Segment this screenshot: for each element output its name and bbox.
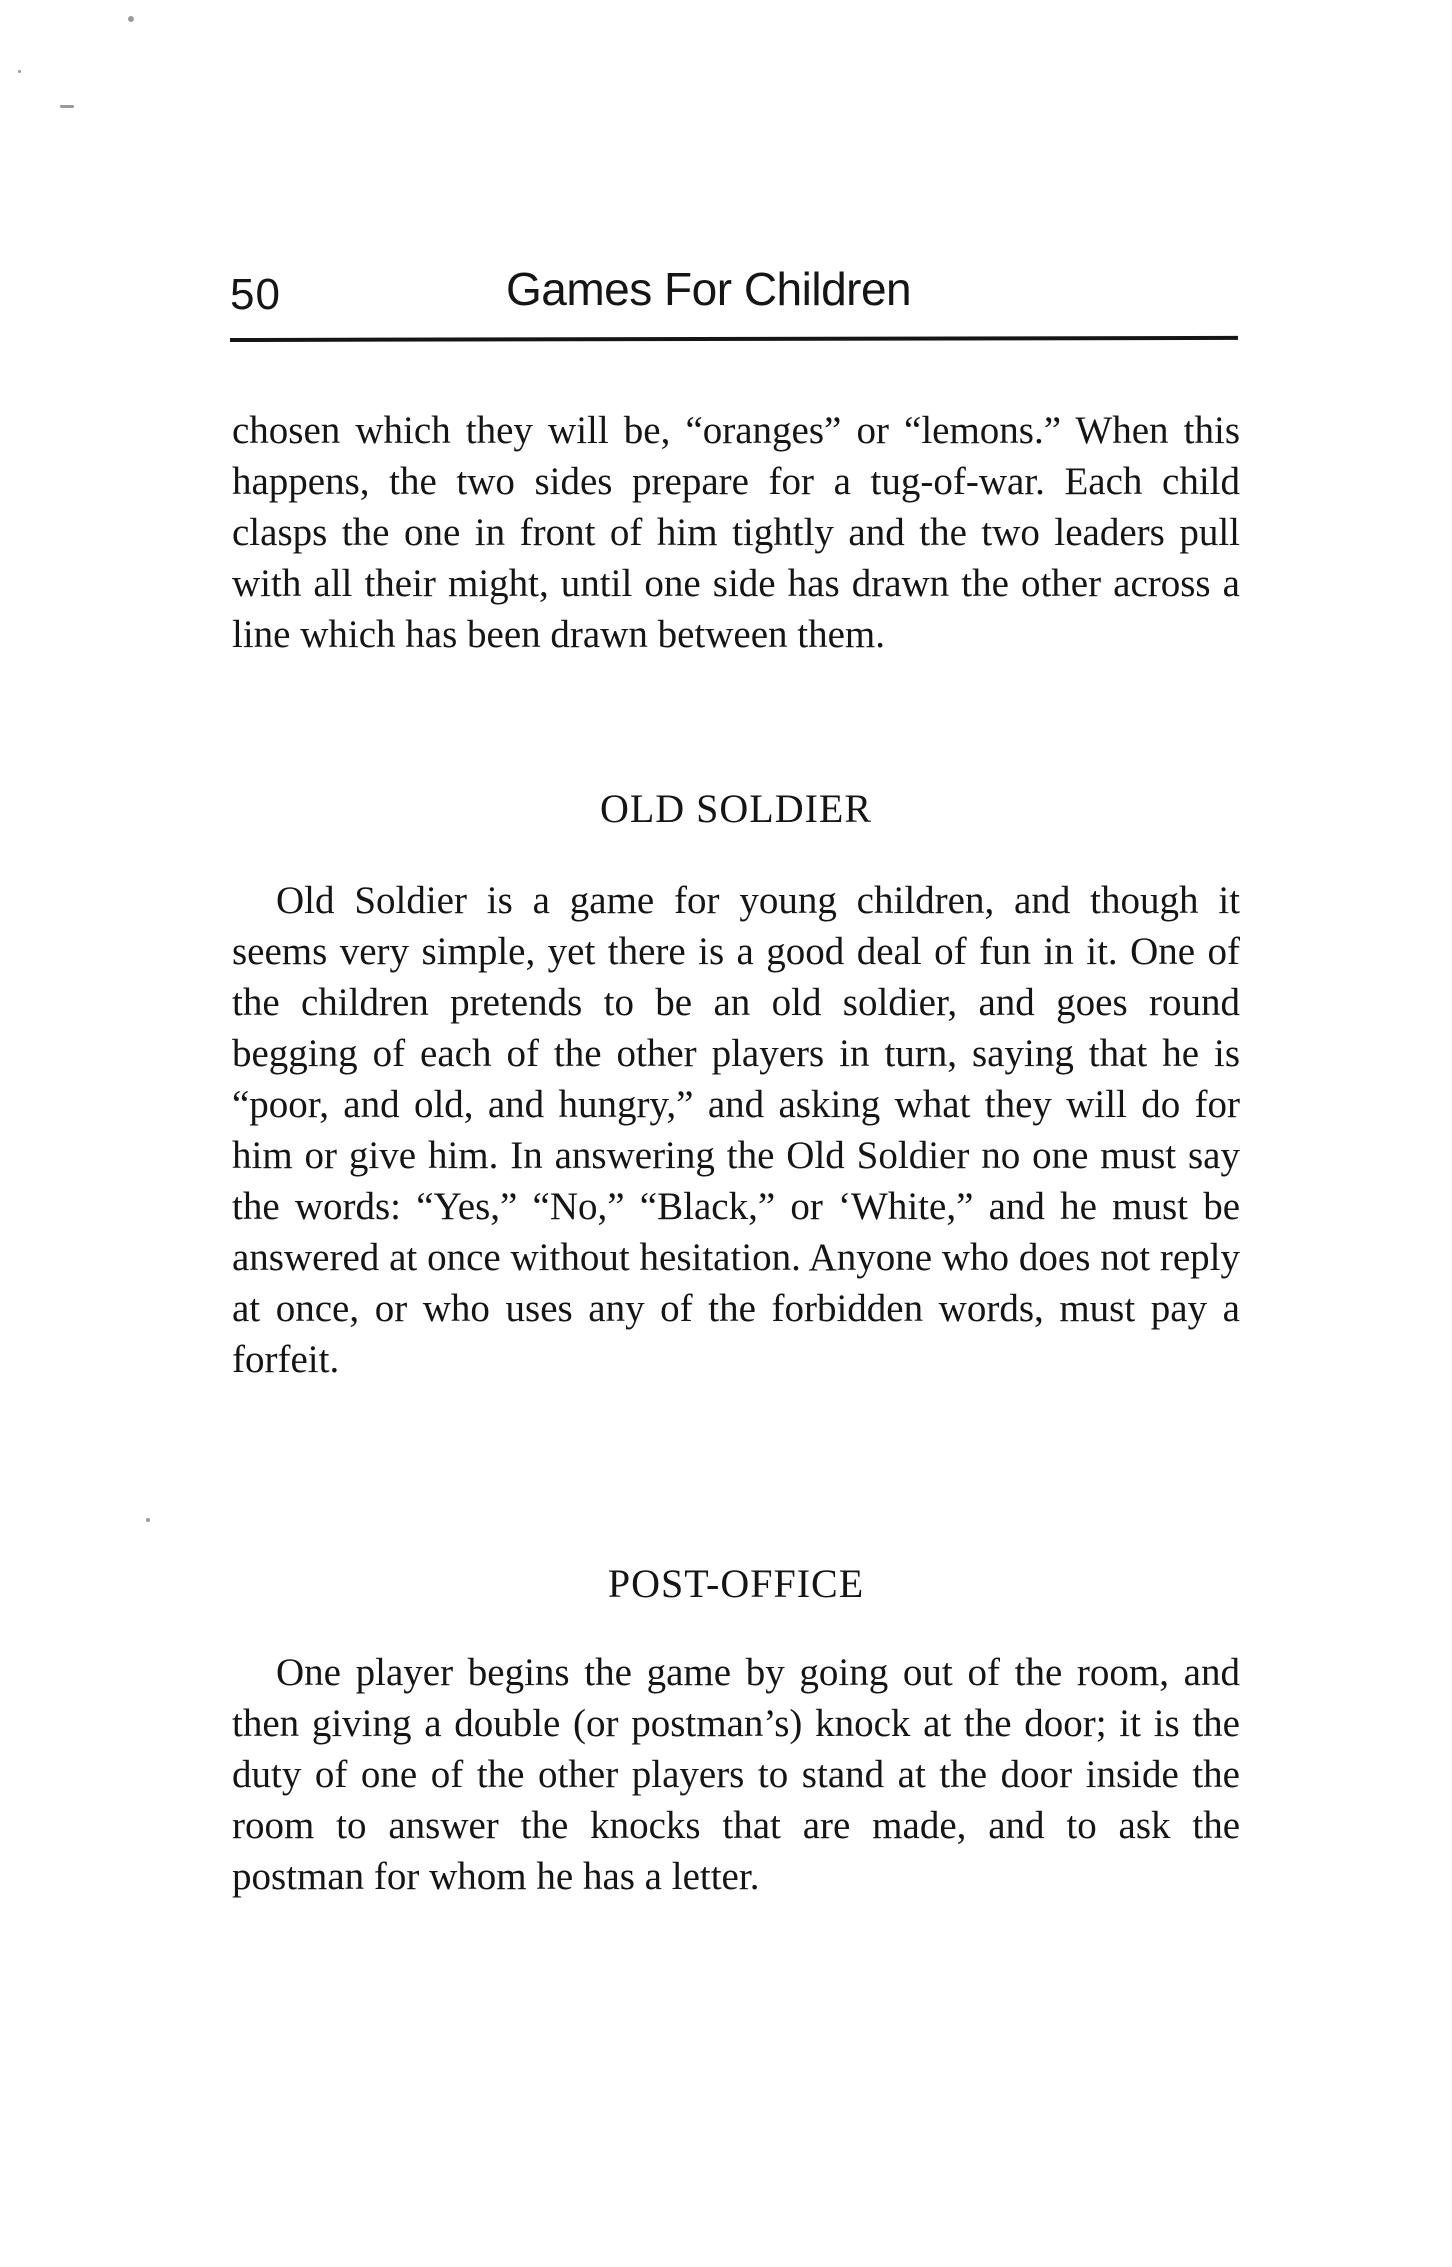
scan-speck — [146, 1518, 150, 1522]
section-heading: OLD SOLDIER — [599, 786, 873, 831]
page-header — [230, 262, 1238, 342]
page-number: 50 — [230, 270, 281, 319]
scan-speck — [60, 105, 74, 108]
scan-speck — [128, 16, 134, 22]
running-title: Games For Children — [506, 263, 912, 315]
section-heading: POST-OFFICE — [607, 1561, 865, 1606]
body-paragraph: One player begins the game by going out of the room, and then giving a double (or postman’s) knock at the door; it is the duty of one of the other players to stand at the door inside the room to answer the knocks that are made, and to ask the postman for whom he has a letter. — [232, 1651, 1240, 1898]
scan-speck — [18, 70, 21, 73]
body-paragraph: chosen which they will be, “oranges” or “lemons.” When this happens, the two sides prepare for a tug-of-war. Each child clasps the one in front of him tightly and the two leaders pull with all their might, until one side has drawn the other across a line which has been drawn between them. — [232, 409, 1240, 656]
body-paragraph: Old Soldier is a game for young children, and though it seems very simple, yet there is a good deal of fun in it. One of the children pretends to be an old soldier, and goes round begging of each of the other players in turn, saying that he is “poor, and old, and hungry,” and asking what they will do for him or give him. In answering the Old Soldier no one must say the words: “Yes,” “No,” “Black,” or ‘White,” and he must be answered at once without hesitation. Anyone who does not reply at once, or who uses any of the forbidden words, must pay a forfeit. — [232, 879, 1240, 1381]
